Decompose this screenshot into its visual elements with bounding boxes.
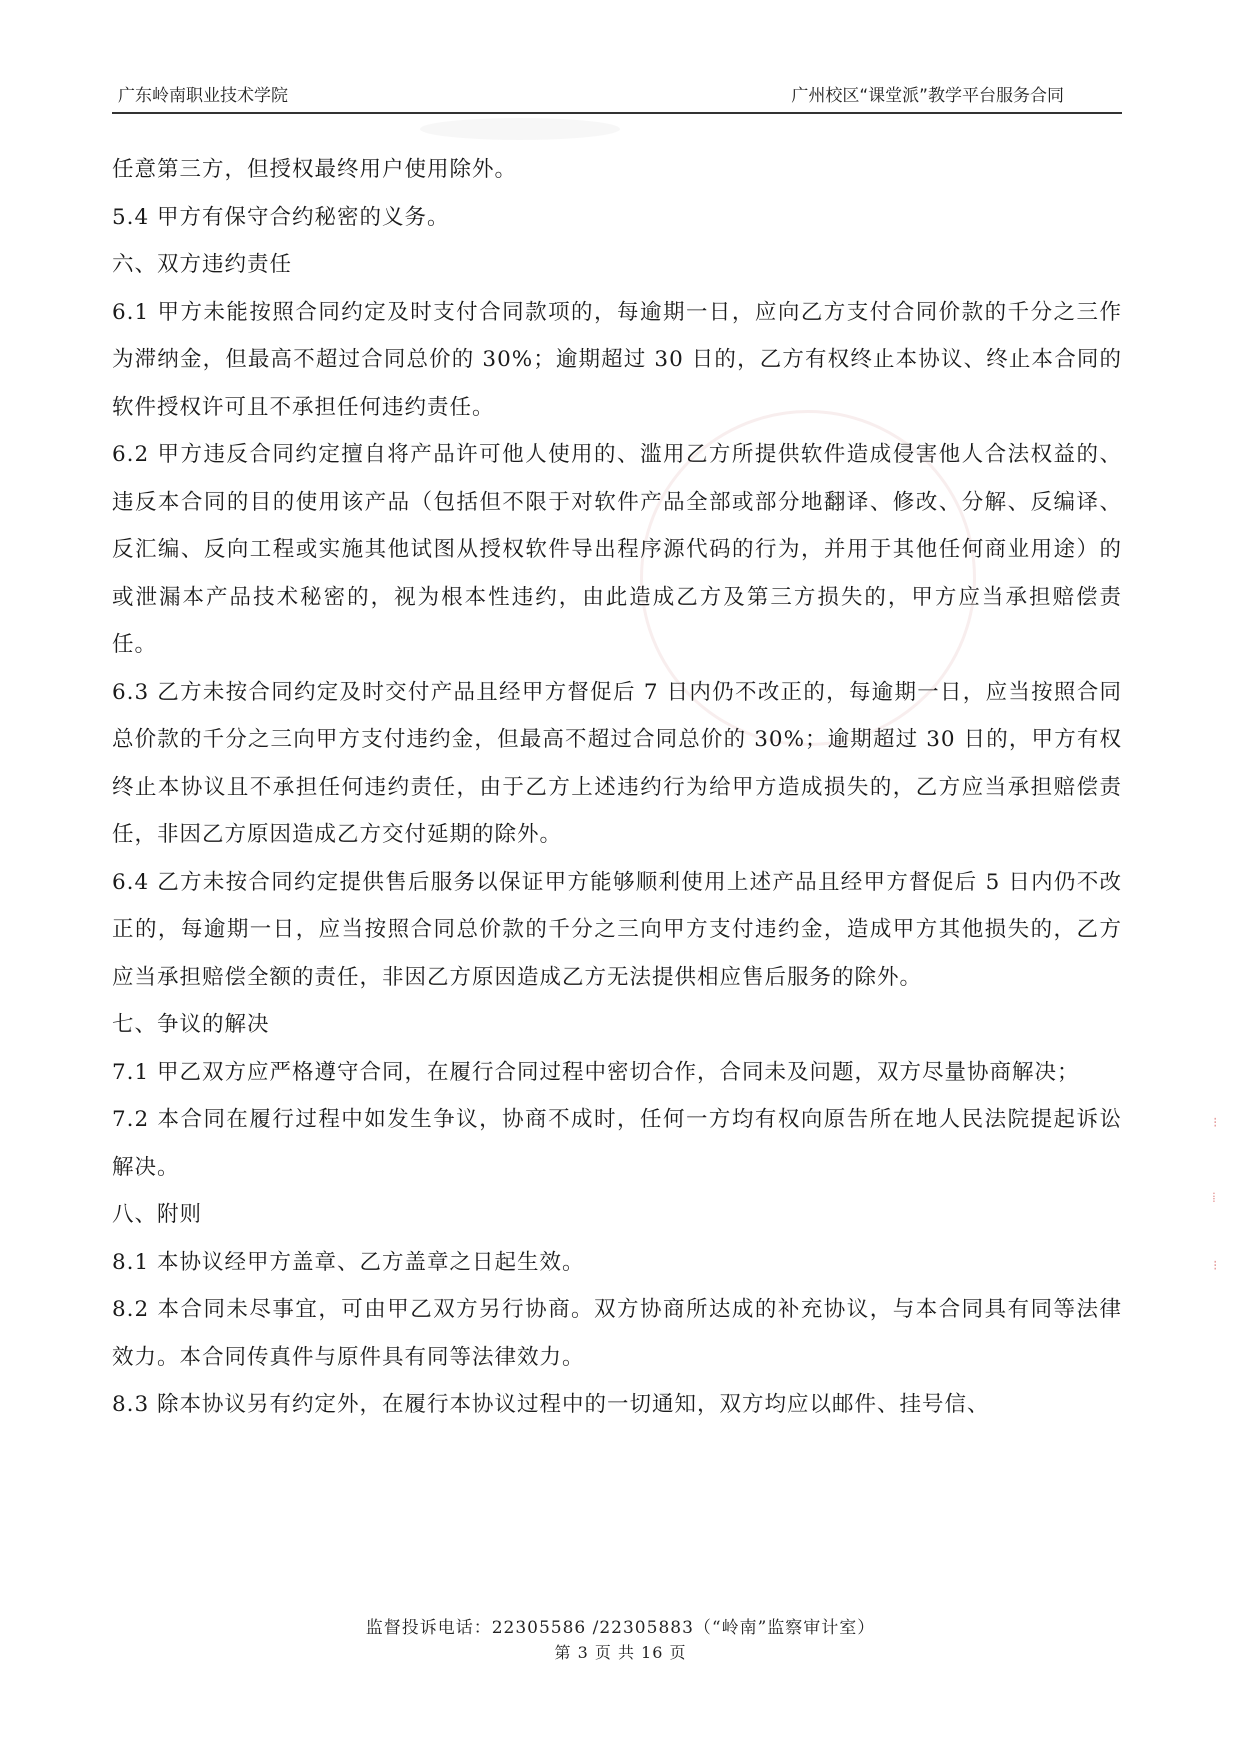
section-heading-7: 七、争议的解决 bbox=[112, 1012, 270, 1037]
page-header bbox=[112, 78, 1122, 114]
contract-body bbox=[112, 146, 1122, 1429]
seal-fragment: ⁞ bbox=[1212, 1190, 1216, 1206]
paragraph: 任意第三方，但授权最终用户使用除外。 bbox=[112, 157, 518, 182]
clause-6-1: 6.1 甲方未能按照合同约定及时支付合同款项的，每逾期一日，应向乙方支付合同价款的千分之三作为滞纳金，但最高不超过合同总价的 30%；逾期超过 30 日的，乙方有权终止本协议、终止本合同的软件授权许可且不承担任何违约责任。 bbox=[112, 299, 1122, 420]
section-heading-8: 八、附则 bbox=[112, 1202, 203, 1227]
clause-8-1: 8.1 本协议经甲方盖章、乙方盖章之日起生效。 bbox=[112, 1249, 585, 1275]
header-contract-title: 广州校区“课堂派”教学平台服务合同 bbox=[791, 86, 1064, 106]
clause-6-3: 6.3 乙方未按合同约定及时交付产品且经甲方督促后 7 日内仍不改正的，每逾期一日，应当按照合同总价款的千分之三向甲方支付违约金，但最高不超过合同总价的 30%；逾期超过 30 日的，甲方有权终止本协议且不承担任何违约责任，由于乙方上述违约行为给甲方造成损失的，乙方应当承担赔偿责任，非因乙方原因造成乙方交付延期的除外。 bbox=[112, 679, 1122, 847]
footer-page-number: 第 3 页 共 16 页 bbox=[554, 1643, 687, 1662]
seal-fragment: ⁝ bbox=[1213, 1258, 1218, 1274]
clause-6-2: 6.2 甲方违反合同约定擅自将产品许可他人使用的、滥用乙方所提供软件造成侵害他人合法权益的、违反本合同的目的使用该产品（包括但不限于对软件产品全部或部分地翻译、修改、分解、反编译、反汇编、反向工程或实施其他试图从授权软件导出程序源代码的行为，并用于其他任何商业用途）的或泄漏本产品技术秘密的，视为根本性违约，由此造成乙方及第三方损失的，甲方应当承担赔偿责任。 bbox=[112, 442, 1122, 657]
section-heading-6: 六、双方违约责任 bbox=[112, 252, 293, 277]
clause-5-4: 5.4 甲方有保守合约秘密的义务。 bbox=[112, 204, 450, 230]
seal-fragment: ⁝ bbox=[1213, 1115, 1218, 1131]
clause-8-3: 8.3 除本协议另有约定外，在履行本协议过程中的一切通知，双方均应以邮件、挂号信、 bbox=[112, 1392, 990, 1417]
clause-7-2: 7.2 本合同在履行过程中如发生争议，协商不成时，任何一方均有权向原告所在地人民法院提起诉讼解决。 bbox=[112, 1107, 1122, 1180]
scan-smudge bbox=[420, 118, 620, 140]
header-institution: 广东岭南职业技术学院 bbox=[118, 86, 288, 106]
clause-7-1: 7.1 甲乙双方应严格遵守合同，在履行合同过程中密切合作，合同未及问题，双方尽量协商解决； bbox=[112, 1059, 1080, 1085]
clause-6-4: 6.4 乙方未按合同约定提供售后服务以保证甲方能够顺利使用上述产品且经甲方督促后 5 日内仍不改正的，每逾期一日，应当按照合同总价款的千分之三向甲方支付违约金，造成甲方其他损失的，乙方应当承担赔偿全额的责任，非因乙方原因造成乙方无法提供相应售后服务的除外。 bbox=[112, 869, 1122, 990]
clause-8-2: 8.2 本合同未尽事宜，可由甲乙双方另行协商。双方协商所达成的补充协议，与本合同具有同等法律效力。本合同传真件与原件具有同等法律效力。 bbox=[112, 1297, 1122, 1370]
footer-complaint-line: 监督投诉电话：22305586 /22305883（“岭南”监察审计室） bbox=[365, 1618, 876, 1638]
